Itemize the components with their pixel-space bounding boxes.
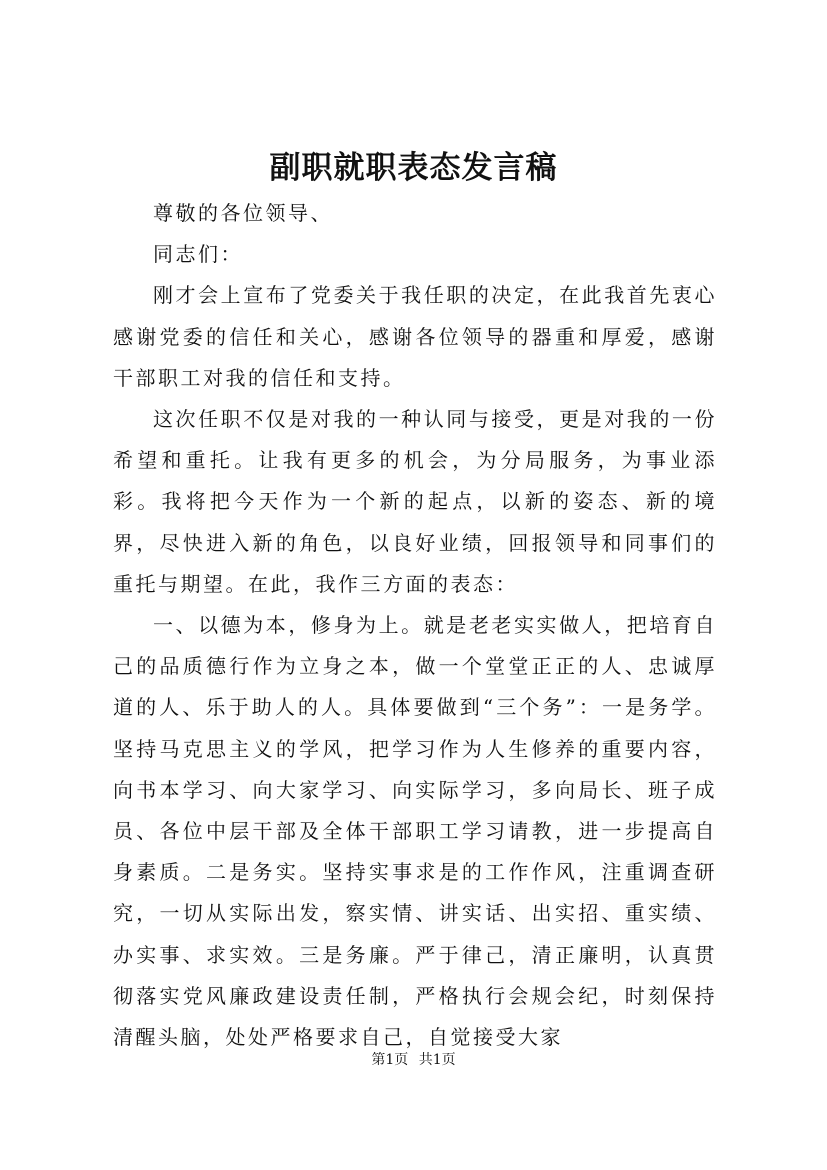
paragraph: 这次任职不仅是对我的一种认同与接受，更是对我的一份希望和重托。让我有更多的机会，为分局服务，为事业添彩。我将把今天作为一个新的起点，以新的姿态、新的境界，尽快进入新的角色，以良好业绩，回报领导和同事们的重托与期望。在此，我作三方面的表态： — [113, 407, 717, 596]
salutation-line-2: 同志们： — [153, 242, 243, 267]
page-footer — [0, 1050, 827, 1070]
paragraph: 一、以德为本，修身为上。就是老老实实做人，把培育自己的品质德行作为立身之本，做一个堂堂正正的人、忠诚厚道的人、乐于助人的人。具体要做到“三个务”：一是务学。坚持马克思主义的学风，把学习作为人生修养的重要内容，向书本学习、向大家学习、向实际学习，多向局长、班子成员、各位中层干部及全体干部职工学习请教，进一步提高自身素质。二是务实。坚持实事求是的工作作风，注重调查研究，一切从实际出发，察实情、讲实话、出实招、重实绩、办实事、求实效。三是务廉。严于律己，清正廉明，认真贯彻落实党风廉政建设责任制，严格执行会规会纪，时刻保持清醒头脑，处处严格要求自己，自觉接受大家 — [113, 613, 717, 1050]
document-title: 副职就职表态发言稿 — [269, 150, 558, 186]
paragraph: 刚才会上宣布了党委关于我任职的决定，在此我首先衷心感谢党委的信任和关心，感谢各位领导的器重和厚爱，感谢干部职工对我的信任和支持。 — [113, 283, 717, 390]
document-body — [113, 193, 717, 1058]
page-total: 共1页 — [418, 1052, 456, 1068]
salutation-line-1: 尊敬的各位领导、 — [153, 201, 333, 225]
page-number: 第1页 — [371, 1052, 409, 1068]
